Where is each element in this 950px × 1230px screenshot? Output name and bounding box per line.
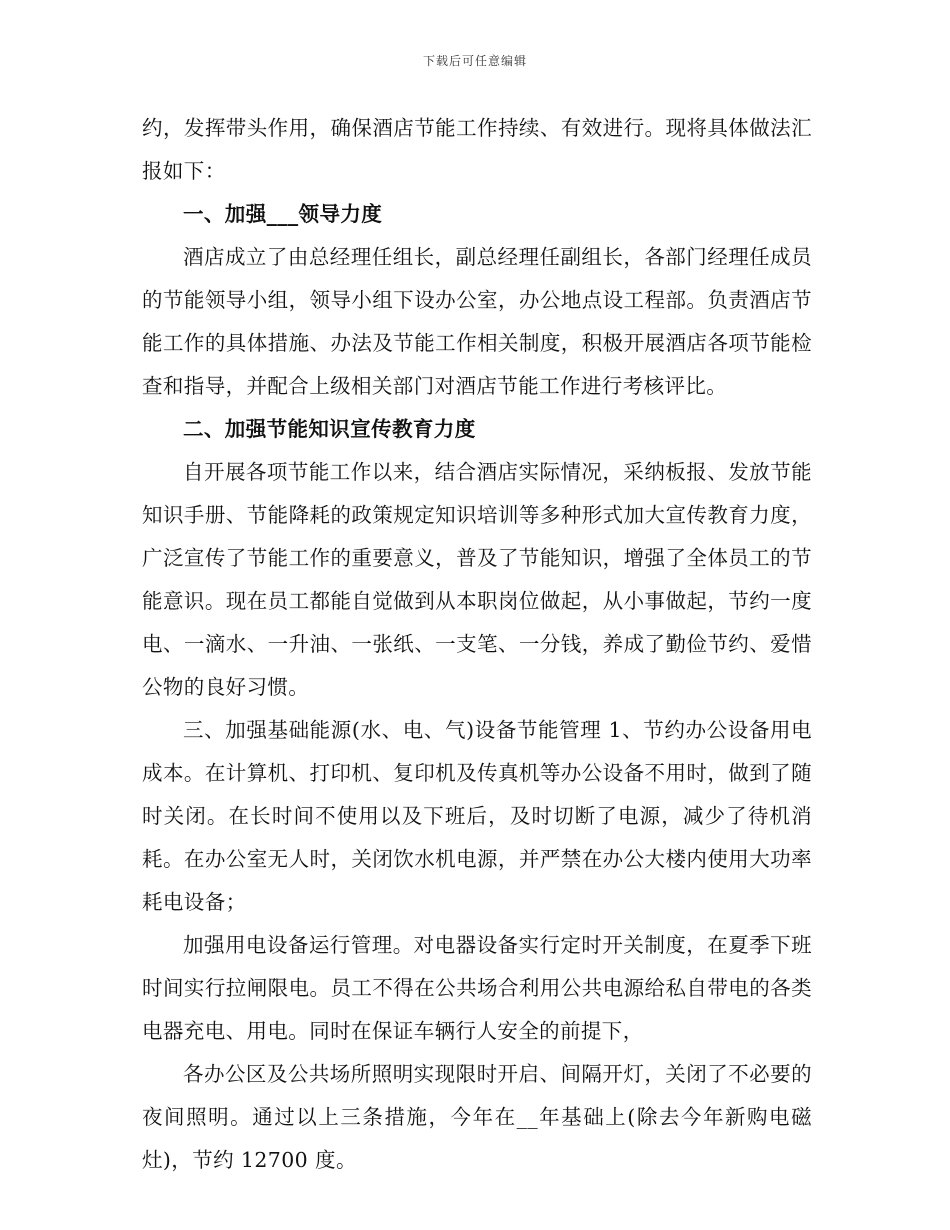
document-body <box>142 107 812 1182</box>
paragraph-lighting: 各办公区及公共场所照明实现限时开启、间隔开灯，关闭了不必要的夜间照明。通过以上三条措施，今年在__年基础上(除去今年新购电磁灶)，节约 12700 度。 <box>142 1062 812 1172</box>
paragraph-section-3: 三、加强基础能源(水、电、气)设备节能管理 1、节约办公设备用电成本。在计算机、打印机、复印机及传真机等办公设备不用时，做到了随时关闭。在长时间不使用以及下班后，及时切断了电源，减少了待机消耗。在办公室无人时，关闭饮水机电源，并严禁在办公大楼内使用大功率耗电设备； <box>142 718 812 914</box>
section-heading-2: 二、加强节能知识宣传教育力度 <box>183 417 476 441</box>
paragraph-education: 自开展各项节能工作以来，结合酒店实际情况，采纳板报、发放节能知识手册、节能降耗的政策规定知识培训等多种形式加大宣传教育力度，广泛宣传了节能工作的重要意义，普及了节能知识，增强了全体员工的节能意识。现在员工都能自觉做到从本职岗位做起，从小事做起，节约一度电、一滴水、一升油、一张纸、一支笔、一分钱，养成了勤俭节约、爱惜公物的良好习惯。 <box>142 460 812 699</box>
section-heading-1: 一、加强___领导力度 <box>183 202 383 226</box>
page-header: 下载后可任意编辑 <box>422 54 527 68</box>
paragraph-leadership: 酒店成立了由总经理任组长，副总经理任副组长，各部门经理任成员的节能领导小组，领导小组下设办公室，办公地点设工程部。负责酒店节能工作的具体措施、办法及节能工作相关制度，积极开展酒店各项节能检查和指导，并配合上级相关部门对酒店节能工作进行考核评比。 <box>142 245 812 398</box>
paragraph-power-management: 加强用电设备运行管理。对电器设备实行定时开关制度，在夏季下班时间实行拉闸限电。员工不得在公共场合利用公共电源给私自带电的各类电器充电、用电。同时在保证车辆行人安全的前提下， <box>142 933 812 1043</box>
paragraph-continuation: 约，发挥带头作用，确保酒店节能工作持续、有效进行。现将具体做法汇报如下： <box>142 116 812 183</box>
